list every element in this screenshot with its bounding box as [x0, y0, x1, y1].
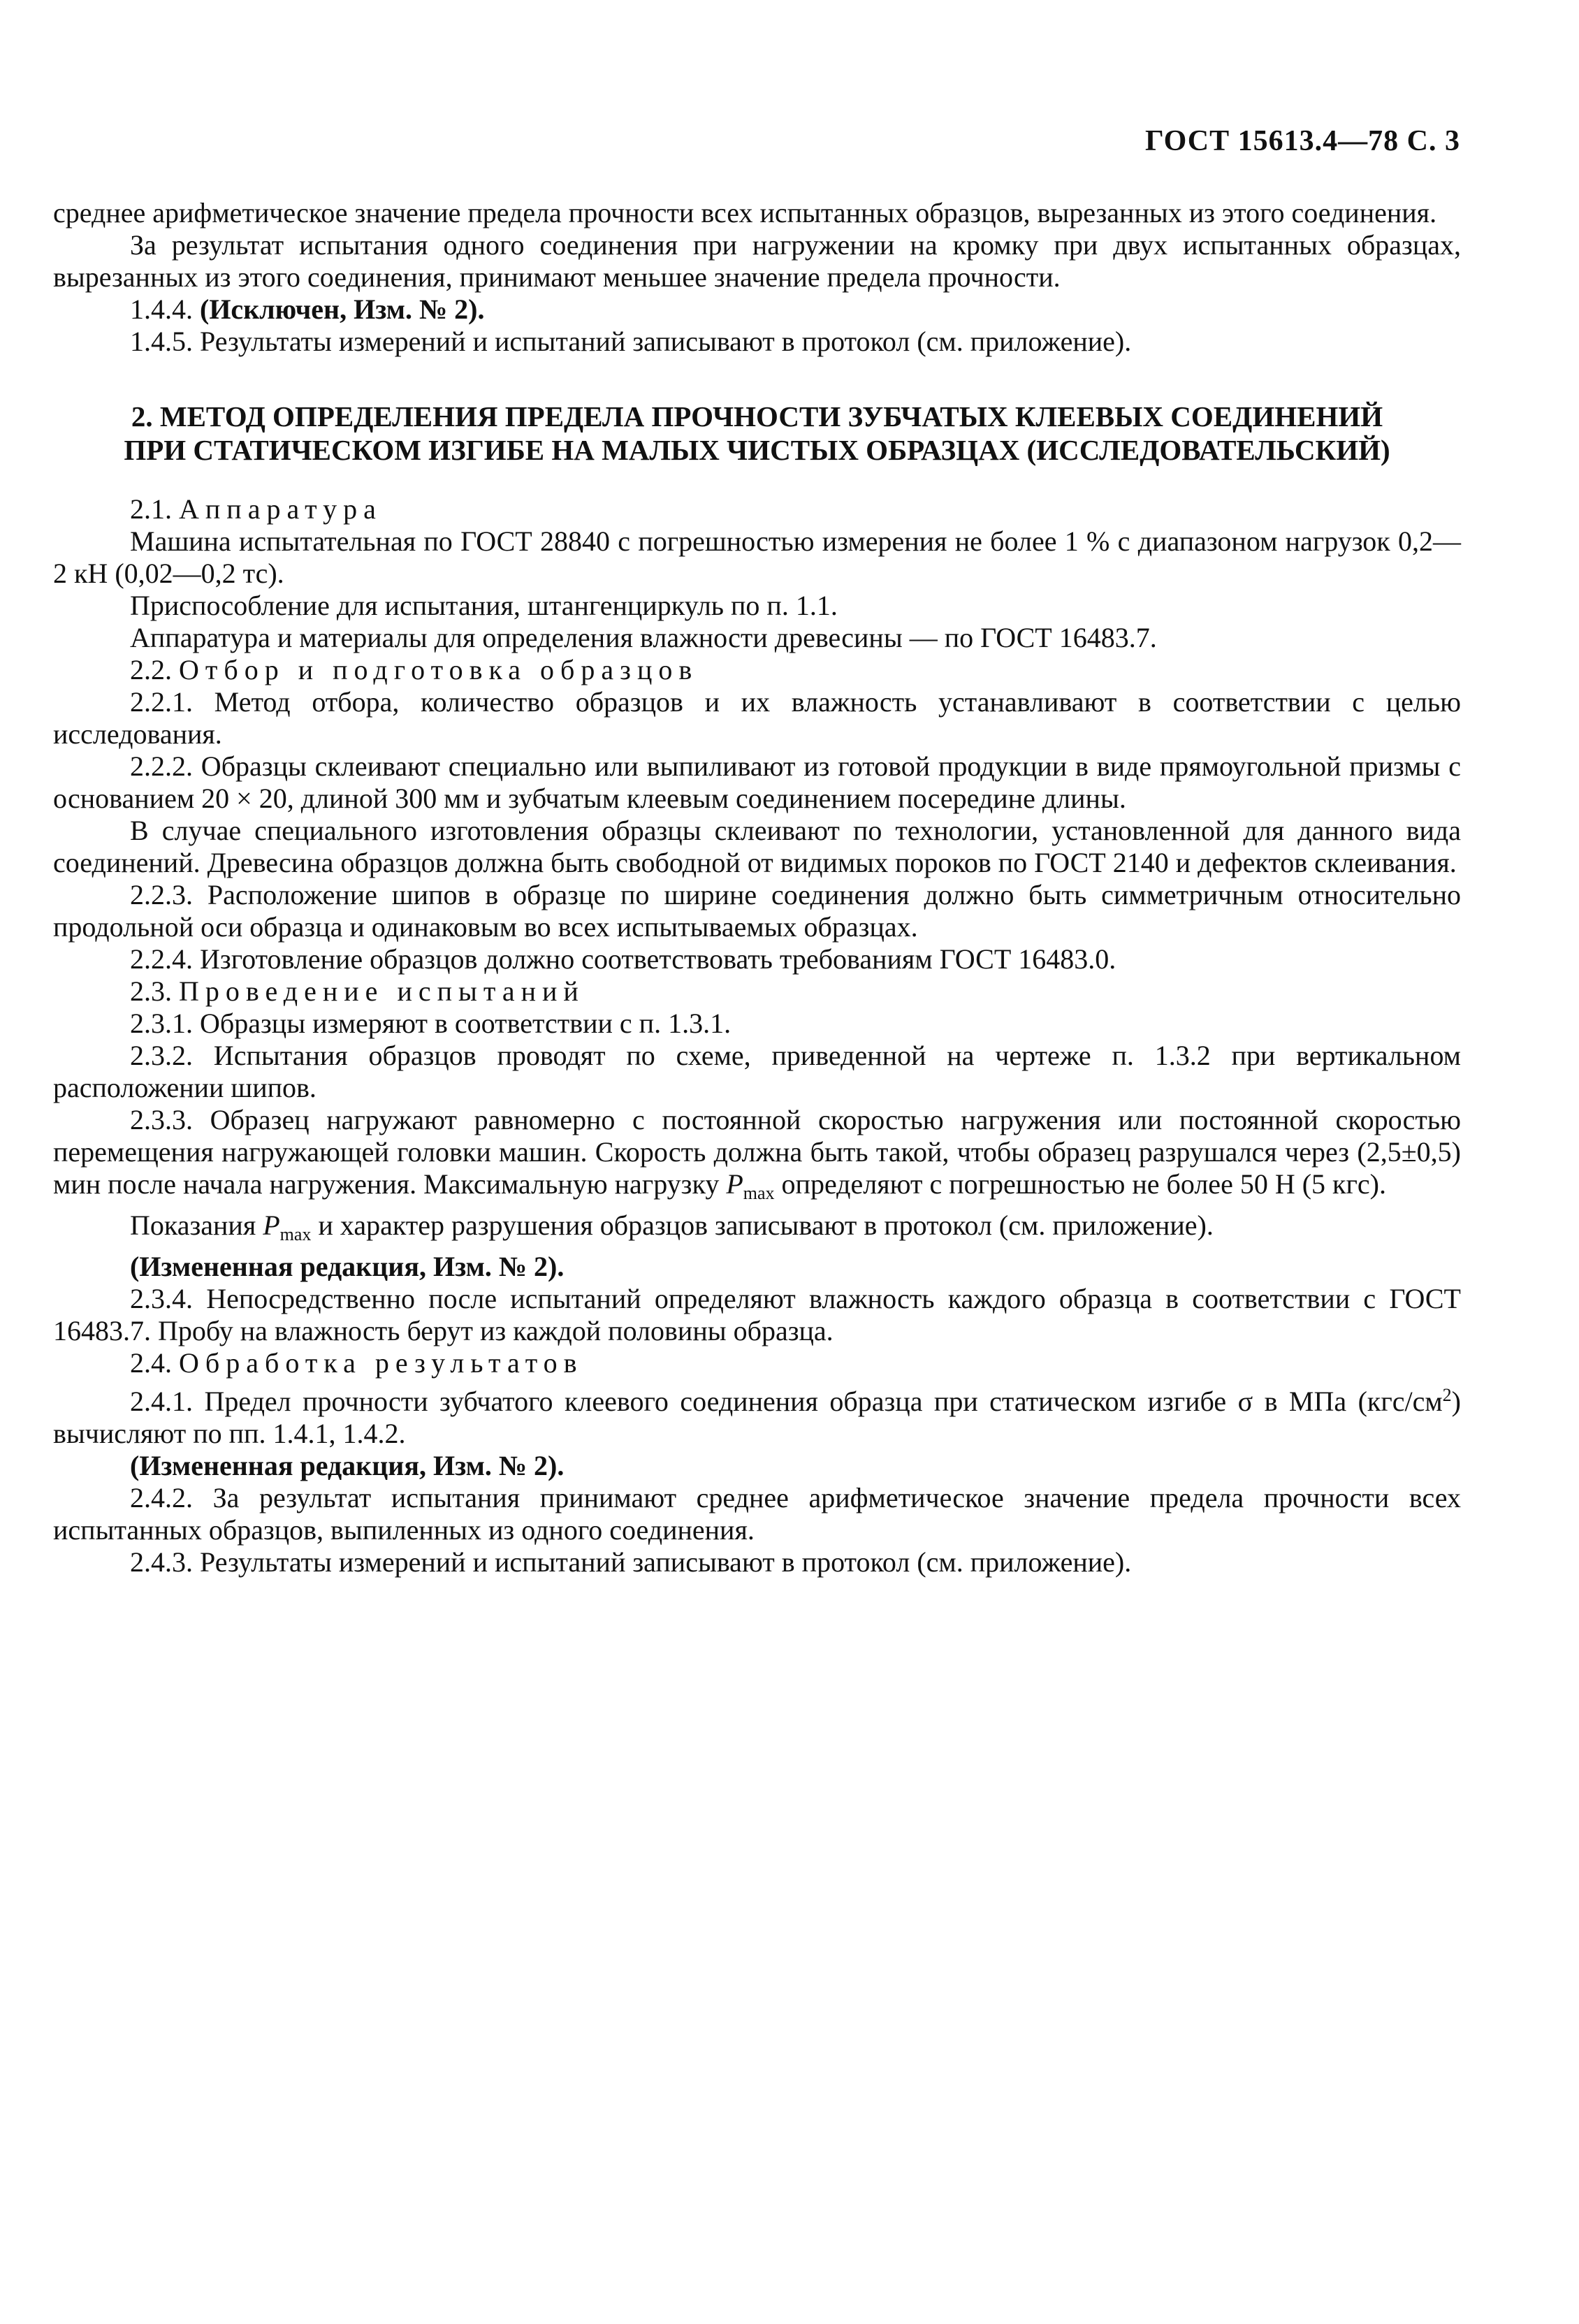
- subsection-number: 2.1.: [130, 493, 172, 525]
- subsection-heading: [53, 975, 1461, 1008]
- paragraph: 2.2.2. Образцы склеивают специально или выпиливают из готовой продукции в виде прямоугольной призмы с основанием 20 × 20, длиной 300 мм и зубчатым клеевым соединением посередине длины.: [53, 750, 1461, 814]
- page-header: ГОСТ 15613.4—78 С. 3: [1144, 125, 1460, 157]
- paragraph: 2.3.4. Непосредственно после испытаний определяют влажность каждого образца в соответствии с ГОСТ 16483.7. Пробу на влажность берут из каждой половины образца.: [53, 1283, 1461, 1346]
- section-title-line: 2. МЕТОД ОПРЕДЕЛЕНИЯ ПРЕДЕЛА ПРОЧНОСТИ ЗУБЧАТЫХ КЛЕЕВЫХ СОЕДИНЕНИЙ: [131, 400, 1383, 433]
- amendment-note: (Измененная редакция, Изм. № 2).: [130, 1251, 565, 1282]
- subscript-max: max: [743, 1183, 775, 1203]
- clause-number: 1.4.4.: [130, 293, 193, 325]
- section-title-line: ПРИ СТАТИЧЕСКОМ ИЗГИБЕ НА МАЛЫХ ЧИСТЫХ ОБРАЗЦАХ (ИССЛЕДОВАТЕЛЬСКИЙ): [124, 434, 1390, 466]
- subsection-heading: [53, 1347, 1461, 1379]
- paragraph-text: определяют с погрешностью не более 50 Н (5 кгс).: [774, 1168, 1386, 1200]
- paragraph: 2.4.2. За результат испытания принимают среднее арифметическое значение предела прочности всех испытанных образцов, выпиленных из одного соединения.: [53, 1482, 1461, 1546]
- section-heading: [53, 400, 1461, 467]
- superscript: 2: [1442, 1385, 1452, 1405]
- paragraph-text: 2.4.1. Предел прочности зубчатого клеевого соединения образца при статическом изгибе σ в МПа (кгс/см: [130, 1386, 1443, 1417]
- paragraph: 2.4.3. Результаты измерений и испытаний записывают в протокол (см. приложение).: [130, 1546, 1132, 1578]
- paragraph-text: Показания: [130, 1210, 263, 1241]
- amendment-note: (Исключен, Изм. № 2).: [200, 293, 485, 325]
- paragraph: Приспособление для испытания, штангенциркуль по п. 1.1.: [130, 590, 838, 621]
- subsection-number: 2.4.: [130, 1347, 172, 1379]
- paragraph: За результат испытания одного соединения при нагружении на кромку при двух испытанных образцах, вырезанных из этого соединения, принимают меньшее значение предела прочности.: [53, 229, 1461, 293]
- subsection-title: Проведение испытаний: [179, 975, 585, 1007]
- paragraph: 2.2.4. Изготовление образцов должно соответствовать требованиям ГОСТ 16483.0.: [130, 943, 1116, 975]
- subsection-heading: [53, 654, 1461, 686]
- paragraph-text: и характер разрушения образцов записывают в протокол (см. приложение).: [311, 1210, 1214, 1241]
- amendment-note: (Измененная редакция, Изм. № 2).: [130, 1450, 565, 1481]
- document-body: [53, 197, 1461, 1578]
- paragraph-excluded: [53, 293, 1461, 326]
- subsection-number: 2.3.: [130, 975, 172, 1007]
- paragraph-text: 2.3.3. Образец нагружают равномерно с постоянной скоростью нагружения или постоянной скоростью перемещения нагружающей головки машин. Скорость должна быть такой, чтобы образец разрушался через (2,5±0,5) мин после начала нагружения. Максимальную нагрузку: [53, 1104, 1461, 1200]
- subsection-title: Отбор и подготовка образцов: [179, 654, 699, 685]
- paragraph: 2.2.1. Метод отбора, количество образцов и их влажность устанавливают в соответствии с целью исследования.: [53, 686, 1461, 750]
- symbol-p: P: [263, 1210, 280, 1241]
- paragraph: 2.3.1. Образцы измеряют в соответствии с п. 1.3.1.: [130, 1008, 732, 1039]
- paragraph: [53, 1379, 1461, 1450]
- subsection-heading: [53, 493, 1461, 525]
- paragraph: [53, 1210, 1461, 1251]
- paragraph: Машина испытательная по ГОСТ 28840 с погрешностью измерения не более 1 % с диапазоном нагрузок 0,2—2 кН (0,02—0,2 тс).: [53, 525, 1461, 589]
- paragraph: 2.2.3. Расположение шипов в образце по ширине соединения должно быть симметричным относительно продольной оси образца и одинаковым во всех испытываемых образцах.: [53, 879, 1461, 943]
- paragraph-text: ) вычисляют по пп. 1.4.1, 1.4.2.: [53, 1386, 1461, 1449]
- subsection-title: Аппаратура: [179, 493, 382, 525]
- paragraph: среднее арифметическое значение предела прочности всех испытанных образцов, вырезанных из этого соединения.: [53, 197, 1437, 228]
- paragraph: [53, 1104, 1461, 1210]
- subscript-max: max: [279, 1224, 312, 1244]
- paragraph: 1.4.5. Результаты измерений и испытаний записывают в протокол (см. приложение).: [130, 326, 1132, 357]
- subsection-title: Обработка результатов: [179, 1347, 583, 1379]
- paragraph: 2.3.2. Испытания образцов проводят по схеме, приведенной на чертеже п. 1.3.2 при вертикальном расположении шипов.: [53, 1040, 1461, 1103]
- subsection-number: 2.2.: [130, 654, 172, 685]
- paragraph: Аппаратура и материалы для определения влажности древесины — по ГОСТ 16483.7.: [130, 622, 1157, 653]
- symbol-p: P: [726, 1168, 743, 1200]
- paragraph: В случае специального изготовления образцы склеивают по технологии, установленной для данного вида соединений. Древесина образцов должна быть свободной от видимых пороков по ГОСТ 2140 и дефектов склеивания.: [53, 815, 1461, 878]
